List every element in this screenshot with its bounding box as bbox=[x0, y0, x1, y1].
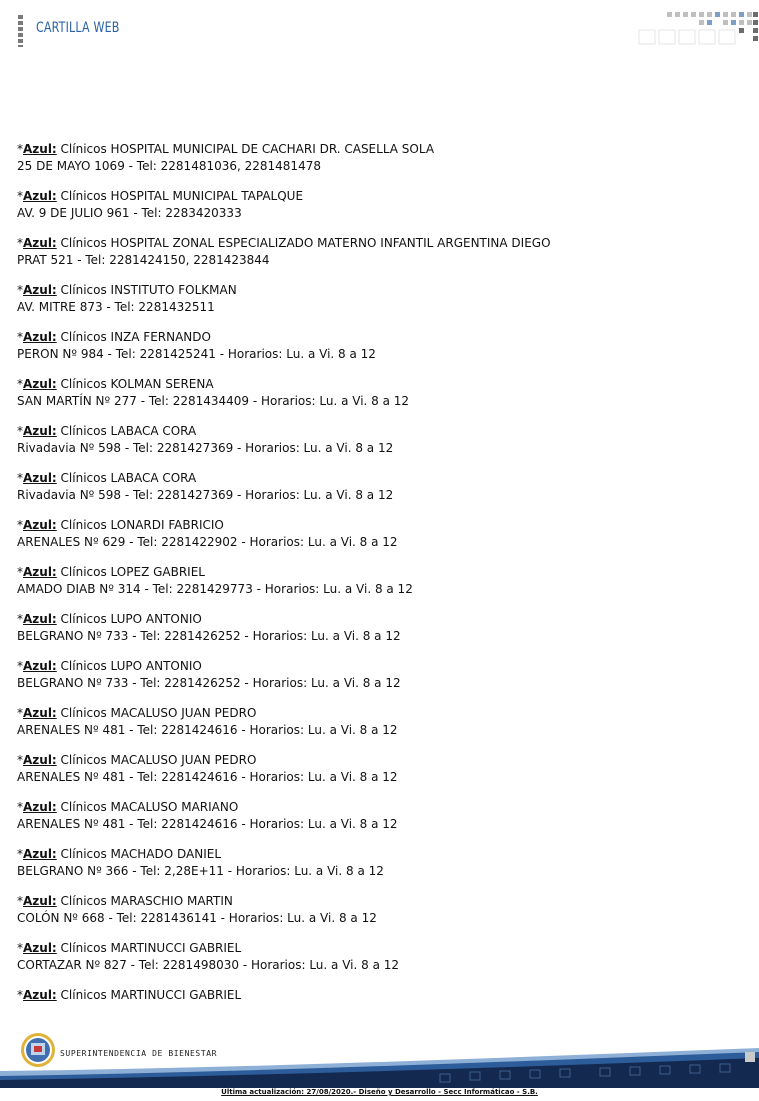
entry-prefix: * bbox=[17, 894, 23, 908]
provider-entry bbox=[17, 846, 737, 880]
provider-title-line bbox=[17, 329, 737, 346]
city-label: Azul: bbox=[23, 612, 57, 626]
provider-details: AV. 9 DE JULIO 961 - Tel: 2283420333 bbox=[17, 206, 242, 220]
entry-prefix: * bbox=[17, 330, 23, 344]
city-label: Azul: bbox=[23, 236, 57, 250]
provider-name: Clínicos MACALUSO MARIANO bbox=[56, 800, 239, 814]
provider-name: Clínicos LUPO ANTONIO bbox=[56, 612, 202, 626]
provider-entry bbox=[17, 611, 737, 645]
entry-prefix: * bbox=[17, 659, 23, 673]
provider-details: Rivadavia Nº 598 - Tel: 2281427369 - Horarios: Lu. a Vi. 8 a 12 bbox=[17, 488, 394, 502]
provider-name: Clínicos LUPO ANTONIO bbox=[56, 659, 202, 673]
city-label: Azul: bbox=[23, 847, 57, 861]
city-label: Azul: bbox=[23, 894, 57, 908]
entry-prefix: * bbox=[17, 189, 23, 203]
provider-title-line bbox=[17, 940, 737, 957]
provider-name: Clínicos HOSPITAL MUNICIPAL TAPALQUE bbox=[56, 189, 304, 203]
provider-details: ARENALES Nº 481 - Tel: 2281424616 - Horarios: Lu. a Vi. 8 a 12 bbox=[17, 817, 398, 831]
header-pixel-pattern bbox=[637, 10, 759, 46]
city-label: Azul: bbox=[23, 377, 57, 391]
provider-entry bbox=[17, 141, 737, 175]
provider-entry bbox=[17, 893, 737, 927]
entry-prefix: * bbox=[17, 236, 23, 250]
provider-title-line bbox=[17, 517, 737, 534]
provider-details: COLÓN Nº 668 - Tel: 2281436141 - Horarios: Lu. a Vi. 8 a 12 bbox=[17, 911, 377, 925]
provider-details: BELGRANO Nº 733 - Tel: 2281426252 - Horarios: Lu. a Vi. 8 a 12 bbox=[17, 629, 401, 643]
provider-details: ARENALES Nº 481 - Tel: 2281424616 - Horarios: Lu. a Vi. 8 a 12 bbox=[17, 723, 398, 737]
provider-details: ARENALES Nº 629 - Tel: 2281422902 - Horarios: Lu. a Vi. 8 a 12 bbox=[17, 535, 398, 549]
footer-wave-band bbox=[0, 1038, 759, 1088]
city-label: Azul: bbox=[23, 518, 57, 532]
provider-entry bbox=[17, 752, 737, 786]
provider-name: Clínicos MARTINUCCI GABRIEL bbox=[56, 941, 242, 955]
provider-entry bbox=[17, 235, 737, 269]
city-label: Azul: bbox=[23, 706, 57, 720]
provider-title-line bbox=[17, 846, 737, 863]
page-footer bbox=[0, 1030, 759, 1101]
provider-entry bbox=[17, 658, 737, 692]
provider-entry bbox=[17, 329, 737, 363]
city-label: Azul: bbox=[23, 142, 57, 156]
city-label: Azul: bbox=[23, 753, 57, 767]
provider-details: PERON Nº 984 - Tel: 2281425241 - Horarios: Lu. a Vi. 8 a 12 bbox=[17, 347, 376, 361]
provider-title-line bbox=[17, 987, 737, 1004]
provider-entry bbox=[17, 705, 737, 739]
provider-title-line bbox=[17, 423, 737, 440]
provider-title-line bbox=[17, 705, 737, 722]
provider-title-line bbox=[17, 282, 737, 299]
footer-credits: Última actualización: 27/08/2020.- Diseño y Desarrollo - Secc Informáticao - S.B. bbox=[221, 1088, 538, 1096]
provider-name: Clínicos HOSPITAL MUNICIPAL DE CACHARI DR. CASELLA SOLA bbox=[56, 142, 435, 156]
entry-prefix: * bbox=[17, 941, 23, 955]
provider-title-line bbox=[17, 611, 737, 628]
entry-prefix: * bbox=[17, 424, 23, 438]
city-label: Azul: bbox=[23, 189, 57, 203]
provider-details: AV. MITRE 873 - Tel: 2281432511 bbox=[17, 300, 215, 314]
provider-name: Clínicos LABACA CORA bbox=[56, 471, 197, 485]
provider-details: ARENALES Nº 481 - Tel: 2281424616 - Horarios: Lu. a Vi. 8 a 12 bbox=[17, 770, 398, 784]
provider-entry bbox=[17, 517, 737, 551]
entry-prefix: * bbox=[17, 283, 23, 297]
provider-entry bbox=[17, 188, 737, 222]
provider-details: CORTAZAR Nº 827 - Tel: 2281498030 - Horarios: Lu. a Vi. 8 a 12 bbox=[17, 958, 400, 972]
entry-prefix: * bbox=[17, 471, 23, 485]
provider-entry bbox=[17, 564, 737, 598]
superintendencia-seal-icon bbox=[20, 1032, 56, 1068]
entry-prefix: * bbox=[17, 706, 23, 720]
provider-name: Clínicos LOPEZ GABRIEL bbox=[56, 565, 205, 579]
city-label: Azul: bbox=[23, 800, 57, 814]
entry-prefix: * bbox=[17, 377, 23, 391]
provider-list bbox=[17, 141, 737, 1017]
provider-details: AMADO DIAB Nº 314 - Tel: 2281429773 - Horarios: Lu. a Vi. 8 a 12 bbox=[17, 582, 413, 596]
page-title: CARTILLA WEB bbox=[36, 20, 120, 36]
provider-entry bbox=[17, 799, 737, 833]
provider-entry bbox=[17, 940, 737, 974]
entry-prefix: * bbox=[17, 847, 23, 861]
provider-title-line bbox=[17, 658, 737, 675]
provider-name: Clínicos LONARDI FABRICIO bbox=[56, 518, 224, 532]
provider-title-line bbox=[17, 470, 737, 487]
city-label: Azul: bbox=[23, 565, 57, 579]
provider-name: Clínicos MACALUSO JUAN PEDRO bbox=[56, 753, 257, 767]
provider-details: SAN MARTÍN Nº 277 - Tel: 2281434409 - Horarios: Lu. a Vi. 8 a 12 bbox=[17, 394, 410, 408]
provider-name: Clínicos KOLMAN SERENA bbox=[56, 377, 214, 391]
city-label: Azul: bbox=[23, 330, 57, 344]
entry-prefix: * bbox=[17, 800, 23, 814]
provider-name: Clínicos INZA FERNANDO bbox=[56, 330, 211, 344]
entry-prefix: * bbox=[17, 518, 23, 532]
provider-title-line bbox=[17, 235, 737, 252]
provider-name: Clínicos INSTITUTO FOLKMAN bbox=[56, 283, 237, 297]
provider-title-line bbox=[17, 188, 737, 205]
provider-entry bbox=[17, 987, 737, 1004]
page-header bbox=[0, 0, 759, 60]
provider-name: Clínicos MARASCHIO MARTIN bbox=[56, 894, 233, 908]
provider-name: Clínicos MARTINUCCI GABRIEL bbox=[56, 988, 242, 1002]
entry-prefix: * bbox=[17, 612, 23, 626]
provider-title-line bbox=[17, 564, 737, 581]
provider-title-line bbox=[17, 893, 737, 910]
provider-entry bbox=[17, 470, 737, 504]
city-label: Azul: bbox=[23, 941, 57, 955]
header-accent-bar bbox=[18, 15, 23, 47]
provider-entry bbox=[17, 376, 737, 410]
provider-title-line bbox=[17, 141, 737, 158]
city-label: Azul: bbox=[23, 988, 57, 1002]
provider-details: 25 DE MAYO 1069 - Tel: 2281481036, 2281481478 bbox=[17, 159, 321, 173]
provider-details: Rivadavia Nº 598 - Tel: 2281427369 - Horarios: Lu. a Vi. 8 a 12 bbox=[17, 441, 394, 455]
entry-prefix: * bbox=[17, 988, 23, 1002]
provider-name: Clínicos HOSPITAL ZONAL ESPECIALIZADO MATERNO INFANTIL ARGENTINA DIEGO bbox=[56, 236, 551, 250]
provider-title-line bbox=[17, 376, 737, 393]
city-label: Azul: bbox=[23, 471, 57, 485]
entry-prefix: * bbox=[17, 753, 23, 767]
provider-details: PRAT 521 - Tel: 2281424150, 2281423844 bbox=[17, 253, 270, 267]
provider-name: Clínicos MACALUSO JUAN PEDRO bbox=[56, 706, 257, 720]
provider-title-line bbox=[17, 752, 737, 769]
provider-details: BELGRANO Nº 366 - Tel: 2,28E+11 - Horarios: Lu. a Vi. 8 a 12 bbox=[17, 864, 384, 878]
provider-title-line bbox=[17, 799, 737, 816]
provider-name: Clínicos MACHADO DANIEL bbox=[56, 847, 222, 861]
entry-prefix: * bbox=[17, 142, 23, 156]
city-label: Azul: bbox=[23, 424, 57, 438]
provider-details: BELGRANO Nº 733 - Tel: 2281426252 - Horarios: Lu. a Vi. 8 a 12 bbox=[17, 676, 401, 690]
city-label: Azul: bbox=[23, 283, 57, 297]
provider-entry bbox=[17, 282, 737, 316]
footer-org-name: SUPERINTENDENCIA DE BIENESTAR bbox=[60, 1049, 218, 1058]
provider-name: Clínicos LABACA CORA bbox=[56, 424, 197, 438]
entry-prefix: * bbox=[17, 565, 23, 579]
city-label: Azul: bbox=[23, 659, 57, 673]
provider-entry bbox=[17, 423, 737, 457]
